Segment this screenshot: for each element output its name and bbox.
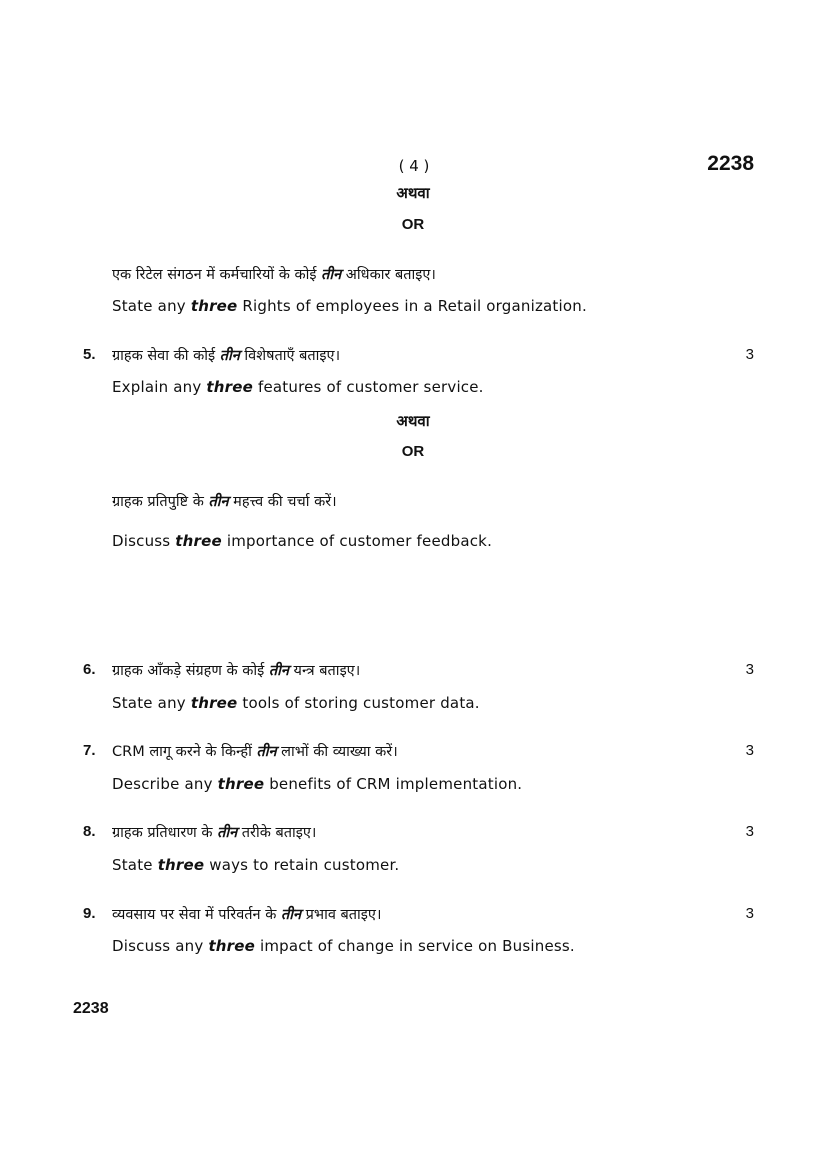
- q4-alt-english: State any three Rights of employees in a Retail organization.: [112, 297, 587, 315]
- q8-marks: 3: [745, 823, 754, 840]
- or-english-1: OR: [401, 216, 425, 233]
- q7-marks: 3: [745, 742, 754, 759]
- q6-marks: 3: [745, 661, 754, 678]
- q5-marks: 3: [745, 346, 754, 363]
- q7-hindi: CRM लागू करने के किन्हीं तीन लाभों की व्याख्या करें।: [112, 744, 398, 760]
- q9-english: Discuss any three impact of change in service on Business.: [112, 937, 575, 955]
- q6-english: State any three tools of storing customer data.: [112, 694, 480, 712]
- q5-english: Explain any three features of customer service.: [112, 378, 484, 396]
- q7-english: Describe any three benefits of CRM implementation.: [112, 775, 523, 793]
- q6-number: 6.: [83, 661, 96, 678]
- page-number: ( 4 ): [398, 157, 430, 175]
- paper-code-footer: 2238: [73, 1000, 109, 1017]
- q5-alt-english: Discuss three importance of customer feedback.: [112, 532, 493, 550]
- q8-hindi: ग्राहक प्रतिधारण के तीन तरीके बताइए।: [112, 825, 317, 841]
- q9-marks: 3: [745, 905, 754, 922]
- q5-hindi: ग्राहक सेवा की कोई तीन विशेषताएँ बताइए।: [112, 348, 341, 364]
- q5-alt-hindi: ग्राहक प्रतिपुष्टि के तीन महत्त्व की चर्चा करें।: [112, 494, 337, 510]
- paper-code-header: 2238: [707, 152, 754, 175]
- q9-hindi: व्यवसाय पर सेवा में परिवर्तन के तीन प्रभाव बताइए।: [112, 907, 382, 923]
- or-english-2: OR: [401, 443, 425, 460]
- or-hindi-1: अथवा: [396, 184, 430, 202]
- or-hindi-2: अथवा: [396, 412, 430, 430]
- q9-number: 9.: [83, 905, 96, 922]
- q6-hindi: ग्राहक आँकड़े संग्रहण के कोई तीन यन्त्र बताइए।: [112, 663, 361, 679]
- q7-number: 7.: [83, 742, 96, 759]
- q5-number: 5.: [83, 346, 96, 363]
- q8-english: State three ways to retain customer.: [112, 856, 400, 874]
- q8-number: 8.: [83, 823, 96, 840]
- q4-alt-hindi: एक रिटेल संगठन में कर्मचारियों के कोई तीन अधिकार बताइए।: [112, 267, 436, 283]
